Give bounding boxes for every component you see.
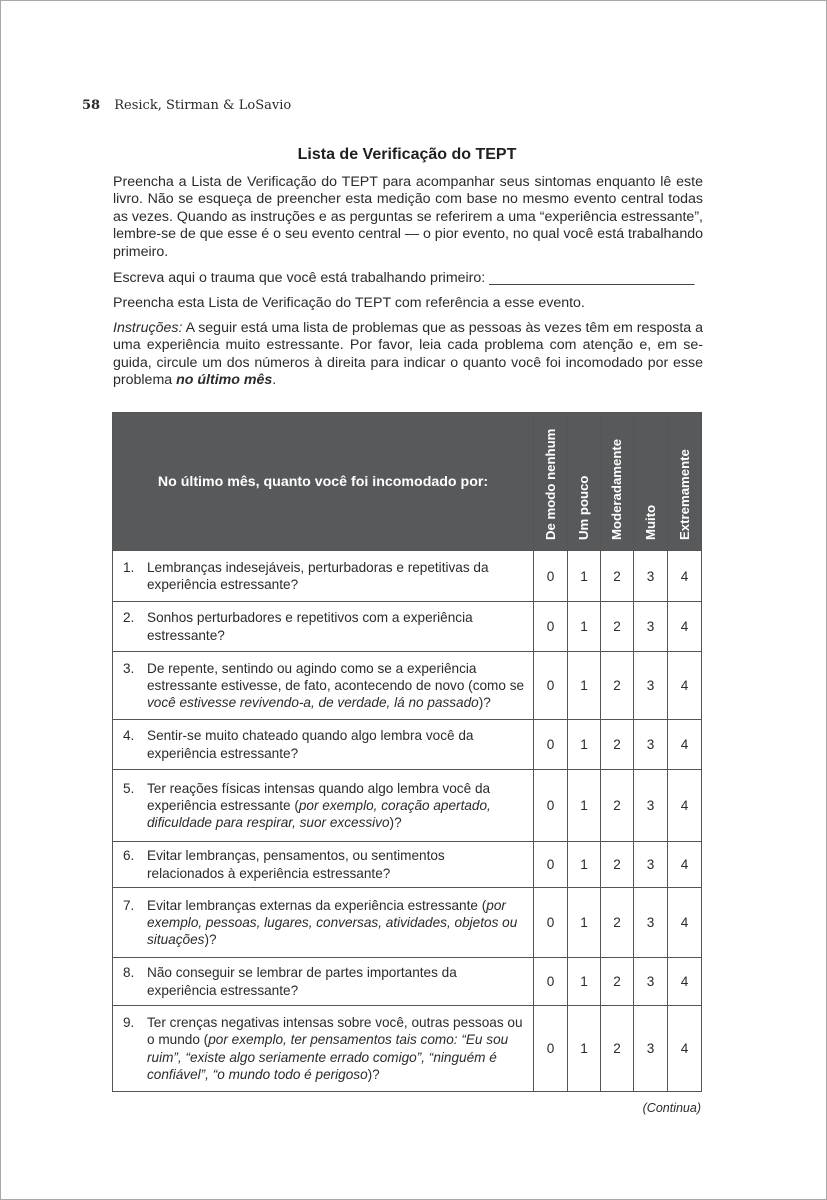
table-row bbox=[113, 888, 702, 958]
question-cell bbox=[113, 888, 534, 958]
rating-option-3[interactable]: 3 bbox=[634, 720, 668, 770]
rating-option-4[interactable]: 4 bbox=[668, 1006, 702, 1092]
table-row bbox=[113, 1006, 702, 1092]
table-row bbox=[113, 770, 702, 842]
question-text-part: Ter reações físicas intensas quando algo lembra você da experiência estressante ( bbox=[147, 780, 491, 813]
table-row bbox=[113, 958, 702, 1006]
rating-option-4[interactable]: 4 bbox=[668, 602, 702, 652]
rating-option-1[interactable]: 1 bbox=[568, 652, 601, 720]
rating-option-0[interactable]: 0 bbox=[534, 720, 568, 770]
rating-option-4[interactable]: 4 bbox=[668, 888, 702, 958]
rating-option-0[interactable]: 0 bbox=[534, 551, 568, 602]
scale-header-label: Moderadamente bbox=[609, 438, 624, 540]
scale-header-2 bbox=[601, 413, 634, 551]
intro-paragraph: Preencha a Lista de Verificação do TEPT para acompanhar seus sintomas enquanto lê este livro. Não se esqueça de preencher esta medição com base no mesmo evento central todas as vezes. Quando as instruções e as perguntas se referirem a uma “experiência estressante”, lembre-se de que esse é o seu evento central — o pior evento, no qual você está trabalhando primeiro. bbox=[113, 174, 703, 260]
write-trauma-line bbox=[113, 270, 703, 287]
question-text-part: Sentir-se muito chateado quando algo lembra você da experiência estressante? bbox=[147, 728, 474, 761]
rating-option-1[interactable]: 1 bbox=[568, 1006, 601, 1092]
question-text bbox=[147, 1014, 525, 1083]
rating-option-3[interactable]: 3 bbox=[634, 770, 668, 842]
question-cell bbox=[113, 842, 534, 888]
rating-option-0[interactable]: 0 bbox=[534, 958, 568, 1006]
question-number: 6. bbox=[123, 848, 135, 864]
question-text bbox=[147, 727, 525, 761]
question-text bbox=[147, 780, 525, 832]
rating-option-2[interactable]: 2 bbox=[601, 958, 634, 1006]
question-text bbox=[147, 660, 525, 712]
rating-option-3[interactable]: 3 bbox=[634, 842, 668, 888]
question-cell bbox=[113, 770, 534, 842]
question-text bbox=[147, 847, 525, 881]
rating-option-2[interactable]: 2 bbox=[601, 652, 634, 720]
page-number: 58 bbox=[82, 98, 101, 113]
rating-option-3[interactable]: 3 bbox=[634, 888, 668, 958]
rating-option-1[interactable]: 1 bbox=[568, 602, 601, 652]
instructions-emphasis: no último mês bbox=[176, 372, 273, 389]
question-text-part: )? bbox=[389, 815, 402, 831]
question-text-part: Evitar lembranças externas da experiência estressante ( bbox=[147, 897, 487, 913]
question-number: 2. bbox=[123, 610, 135, 626]
question-number: 8. bbox=[123, 965, 135, 981]
question-text-part: Evitar lembranças, pensamentos, ou sentimentos relacionados à experiência estressante? bbox=[147, 848, 445, 881]
page-title: Lista de Verificação do TEPT bbox=[297, 146, 517, 163]
question-number: 7. bbox=[123, 897, 135, 913]
question-cell bbox=[113, 720, 534, 770]
question-text-italic: por exemplo, pessoas, lugares, conversas, atividades, objetos ou situações bbox=[147, 897, 518, 948]
rating-option-0[interactable]: 0 bbox=[534, 602, 568, 652]
ptsd-checklist-table bbox=[112, 412, 702, 1092]
rating-option-3[interactable]: 3 bbox=[634, 958, 668, 1006]
table-row bbox=[113, 720, 702, 770]
question-cell bbox=[113, 958, 534, 1006]
rating-option-1[interactable]: 1 bbox=[568, 720, 601, 770]
rating-option-3[interactable]: 3 bbox=[634, 551, 668, 602]
instructions-label: Instruções: bbox=[113, 320, 183, 336]
table-row bbox=[113, 551, 702, 602]
rating-option-4[interactable]: 4 bbox=[668, 652, 702, 720]
rating-option-2[interactable]: 2 bbox=[601, 551, 634, 602]
rating-option-1[interactable]: 1 bbox=[568, 958, 601, 1006]
question-text-part: Ter crenças negativas intensas sobre você, outras pessoas ou o mundo ( bbox=[147, 1015, 523, 1048]
rating-option-2[interactable]: 2 bbox=[601, 770, 634, 842]
instructions-paragraph bbox=[113, 320, 703, 390]
authors: Resick, Stirman & LoSavio bbox=[114, 98, 292, 113]
rating-option-1[interactable]: 1 bbox=[568, 842, 601, 888]
instructions-end: . bbox=[272, 372, 277, 389]
question-text bbox=[147, 964, 525, 998]
rating-option-4[interactable]: 4 bbox=[668, 958, 702, 1006]
scale-header-label: Um pouco bbox=[576, 475, 591, 540]
question-number: 3. bbox=[123, 660, 135, 676]
rating-option-2[interactable]: 2 bbox=[601, 602, 634, 652]
question-number: 1. bbox=[123, 559, 135, 575]
scale-header-3 bbox=[634, 413, 668, 551]
question-text-part: )? bbox=[367, 1066, 380, 1082]
question-text-part: )? bbox=[204, 932, 217, 948]
write-trauma-label: Escreva aqui o trauma que você está trabalhando primeiro: bbox=[113, 270, 486, 286]
rating-option-1[interactable]: 1 bbox=[568, 551, 601, 602]
scale-header-label: Extremamente bbox=[676, 449, 692, 540]
rating-option-2[interactable]: 2 bbox=[601, 720, 634, 770]
rating-option-1[interactable]: 1 bbox=[568, 770, 601, 842]
rating-option-0[interactable]: 0 bbox=[534, 652, 568, 720]
question-text-part: Lembranças indesejáveis, perturbadoras e repetitivas da experiência estressante? bbox=[147, 559, 489, 592]
question-cell bbox=[113, 652, 534, 720]
scale-header-1 bbox=[568, 413, 601, 551]
question-text-part: Sonhos perturbadores e repetitivos com a experiência estressante? bbox=[147, 610, 473, 643]
rating-option-0[interactable]: 0 bbox=[534, 842, 568, 888]
rating-option-3[interactable]: 3 bbox=[634, 1006, 668, 1092]
scale-header-4 bbox=[668, 413, 702, 551]
instructions-text: A seguir está uma lista de problemas que as pessoas às vezes têm em resposta a uma experiência muito estressante. Por favor, leia cada problema com atenção e, em seguida, circule um dos números à direita para indicar o quanto você foi incomodado por esse problema bbox=[113, 320, 703, 389]
rating-option-2[interactable]: 2 bbox=[601, 842, 634, 888]
question-text-part: De repente, sentindo ou agindo como se a experiência estressante estivesse, de fato, acontecendo de novo (como se bbox=[147, 660, 525, 693]
rating-option-0[interactable]: 0 bbox=[534, 888, 568, 958]
rating-option-2[interactable]: 2 bbox=[601, 888, 634, 958]
question-text-part: Não conseguir se lembrar de partes importantes da experiência estressante? bbox=[147, 965, 457, 998]
question-number: 4. bbox=[123, 728, 135, 744]
trauma-blank-field[interactable]: __________________________ bbox=[489, 270, 695, 286]
table-row bbox=[113, 652, 702, 720]
running-head bbox=[82, 98, 291, 113]
rating-option-3[interactable]: 3 bbox=[634, 602, 668, 652]
rating-option-0[interactable]: 0 bbox=[534, 1006, 568, 1092]
table-row bbox=[113, 842, 702, 888]
question-cell bbox=[113, 1006, 534, 1092]
question-cell bbox=[113, 602, 534, 652]
table-header-row bbox=[113, 413, 702, 551]
scale-header-label: Muito bbox=[642, 504, 658, 540]
fill-reference-paragraph: Preencha esta Lista de Verificação do TEPT com referência a esse evento. bbox=[113, 295, 585, 311]
question-column-header: No último mês, quanto você foi incomodado por: bbox=[113, 413, 534, 551]
rating-option-2[interactable]: 2 bbox=[601, 1006, 634, 1092]
question-text bbox=[147, 559, 525, 593]
question-text-italic: por exemplo, coração apertado, dificuldade para respirar, suor excessivo bbox=[147, 797, 491, 831]
rating-option-4[interactable]: 4 bbox=[668, 842, 702, 888]
table-row bbox=[113, 602, 702, 652]
rating-option-4[interactable]: 4 bbox=[668, 720, 702, 770]
scale-header-0 bbox=[534, 413, 568, 551]
rating-option-4[interactable]: 4 bbox=[668, 551, 702, 602]
question-number: 5. bbox=[123, 780, 135, 796]
rating-option-1[interactable]: 1 bbox=[568, 888, 601, 958]
continues-note: (Continua) bbox=[642, 1101, 701, 1115]
question-text bbox=[147, 609, 525, 643]
question-number: 9. bbox=[123, 1015, 135, 1031]
question-text-italic: você estivesse revivendo-a, de verdade, lá no passado bbox=[147, 695, 479, 711]
question-text-italic: por exemplo, ter pensamentos tais como: “Eu sou ruim”, “existe algo seriamente errado comigo”, “ninguém é confiável”, “o mundo todo é perigoso bbox=[147, 1032, 509, 1082]
question-cell bbox=[113, 551, 534, 602]
rating-option-3[interactable]: 3 bbox=[634, 652, 668, 720]
rating-option-0[interactable]: 0 bbox=[534, 770, 568, 842]
question-text-part: )? bbox=[478, 695, 491, 711]
scale-header-label: De modo nenhum bbox=[542, 428, 558, 540]
question-text bbox=[147, 897, 525, 949]
rating-option-4[interactable]: 4 bbox=[668, 770, 702, 842]
